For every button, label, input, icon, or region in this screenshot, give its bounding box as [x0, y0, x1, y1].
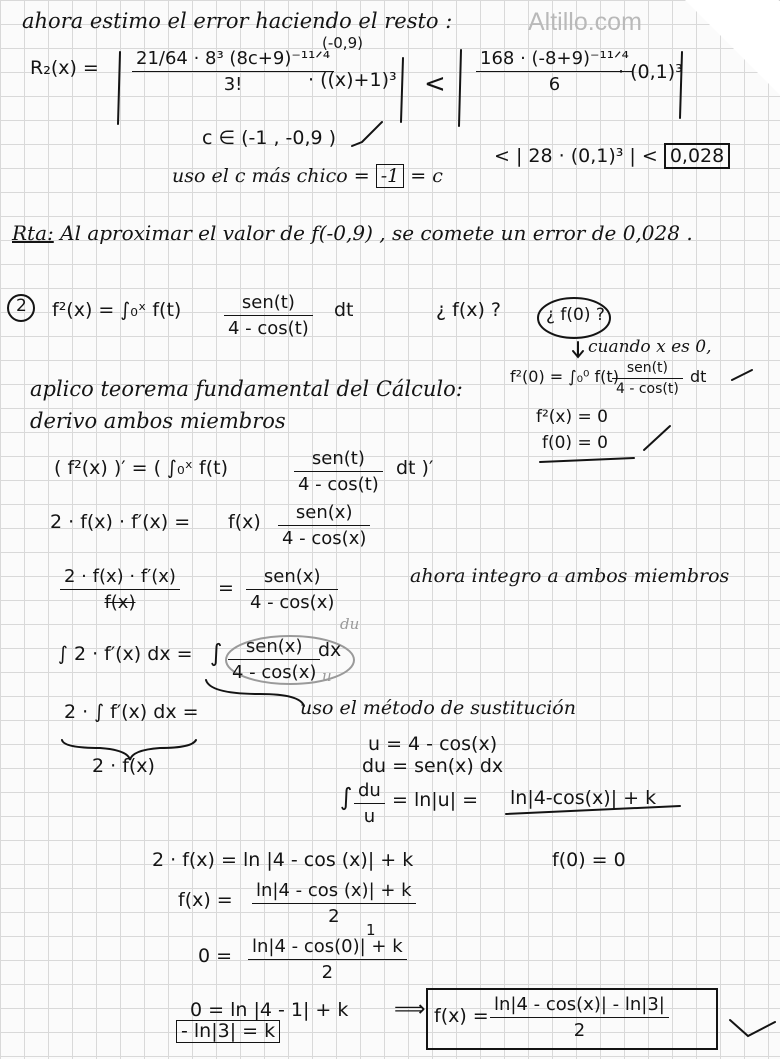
- watermark: Altillo.com: [528, 8, 642, 36]
- step1-fraction: sen(x) 4 - cos(x): [278, 502, 370, 549]
- when-note: cuando x es 0,: [588, 337, 712, 357]
- question-f0: ¿ f(0) ?: [546, 305, 605, 325]
- side-eq3: f(0) = 0: [542, 433, 608, 453]
- answer-line: [12, 222, 693, 244]
- result-3-fraction: ln|4 - cos(0)| + k 2: [248, 936, 407, 983]
- u-note: u: [322, 667, 332, 685]
- x-value-note: (-0,9): [322, 34, 363, 52]
- result-3-note: 1: [366, 921, 376, 939]
- du-note: du: [340, 615, 360, 633]
- intro-text: ahora estimo el error haciendo el resto :: [22, 9, 453, 33]
- bound-factor: · (0,1)³: [618, 61, 683, 83]
- bound-fraction: 168 · (-8+9)⁻¹¹ᐟ⁴ 6: [476, 48, 633, 95]
- side-eq1: f²(0) = ∫₀⁰ f(t): [510, 367, 619, 386]
- final-lhs: f(x) =: [434, 1005, 489, 1027]
- answer-text: Al aproximar el valor de f(-0,9) , se comete un error de 0,028 .: [60, 221, 693, 245]
- step2-right-fraction: sen(x) 4 - cos(x): [246, 566, 338, 613]
- result-1: 2 · f(x) = ln |4 - cos (x)| + k: [152, 849, 414, 871]
- int2-lhs: 2 · ∫ f′(x) dx =: [64, 701, 199, 723]
- less-than: <: [424, 69, 446, 99]
- int-rhs-fraction: sen(x) 4 - cos(x): [228, 636, 320, 683]
- step1-rhs: f(x): [228, 511, 261, 533]
- result-3-lhs: 0 =: [198, 945, 233, 967]
- step1-lhs: 2 · f(x) · f′(x) =: [50, 511, 191, 533]
- check-mark-1: [352, 122, 382, 146]
- answer-underline: [540, 458, 634, 462]
- step2-equals: =: [218, 577, 234, 599]
- subst-note: uso el método de sustitución: [300, 697, 576, 719]
- step2-fraction: 2 · f(x) · f′(x) f(x): [60, 566, 180, 613]
- u-definition: u = 4 - cos(x): [368, 733, 498, 755]
- final-answer-box: [426, 988, 718, 1050]
- down-arrow: [573, 342, 583, 357]
- result-2-lhs: f(x) =: [178, 889, 233, 911]
- exercise-number: 2: [16, 296, 27, 316]
- abs-bar-right: [401, 58, 403, 122]
- result-2-fraction: ln|4 - cos (x)| + k 2: [252, 880, 416, 927]
- theorem-line1: aplico teorema fundamental del Cálculo:: [30, 377, 463, 401]
- side-eq1-dt: dt: [690, 367, 707, 386]
- side-eq1-fraction: sen(t) 4 - cos(t): [612, 360, 683, 397]
- check-mark-3: [644, 426, 670, 450]
- check-mark-4: [730, 1020, 775, 1036]
- side-eq2: f²(x) = 0: [536, 407, 608, 427]
- theorem-line2: derivo ambos miembros: [30, 409, 286, 433]
- deriv-fraction: sen(t) 4 - cos(t): [294, 448, 383, 495]
- abs-bar-left: [118, 52, 120, 124]
- int-rhs-dx: dx: [318, 639, 342, 661]
- int-du-sign: ∫: [340, 783, 353, 811]
- k-value: - ln|3| = k: [176, 1020, 280, 1043]
- statement-fraction: sen(t) 4 - cos(t): [224, 292, 313, 339]
- int-lhs: ∫ 2 · f′(x) dx =: [58, 643, 193, 665]
- question: ¿ f(x) ?: [436, 299, 502, 321]
- c-interval: c ∈ (-1 , -0,9 ): [202, 127, 337, 149]
- statement-dt: dt: [334, 299, 354, 321]
- r2-factor: · ((x)+1)³: [308, 69, 397, 91]
- check-mark-2: [732, 370, 752, 380]
- int-rhs-sign: ∫: [210, 639, 223, 667]
- result-4: 0 = ln |4 - 1| + k: [190, 999, 349, 1021]
- abs-bar-left-2: [459, 50, 461, 126]
- step2-note: ahora integro a ambos miembros: [410, 565, 730, 587]
- deriv-rhs: dt )′: [396, 457, 434, 479]
- c-choice-value: -1: [376, 164, 405, 188]
- implies-arrow: ⟹: [394, 997, 426, 1022]
- f0-condition: f(0) = 0: [552, 849, 626, 871]
- r2-label: R₂(x) =: [30, 57, 99, 79]
- final-bound-value: 0,028: [664, 143, 730, 169]
- answer-label: Rta:: [12, 221, 54, 245]
- r2-fraction: 21/64 · 8³ (8c+9)⁻¹¹ᐟ⁴ 3!: [132, 48, 334, 95]
- c-choice: uso el c más chico = -1 = c: [172, 165, 443, 187]
- int-du-fraction: du u: [354, 780, 385, 827]
- final-bound: < | 28 · (0,1)³ | < 0,028: [494, 146, 730, 167]
- deriv-lhs: ( f²(x) )′ = ( ∫₀ˣ f(t): [54, 457, 228, 479]
- int2-result: 2 · f(x): [92, 755, 155, 777]
- final-fraction: ln|4 - cos(x)| - ln|3| 2: [490, 994, 669, 1041]
- int-du-final: ln|4-cos(x)| + k: [510, 787, 657, 809]
- int-du-result: = ln|u| =: [392, 789, 479, 811]
- du-definition: du = sen(x) dx: [362, 755, 504, 777]
- statement: f²(x) = ∫₀ˣ f(t): [52, 299, 182, 321]
